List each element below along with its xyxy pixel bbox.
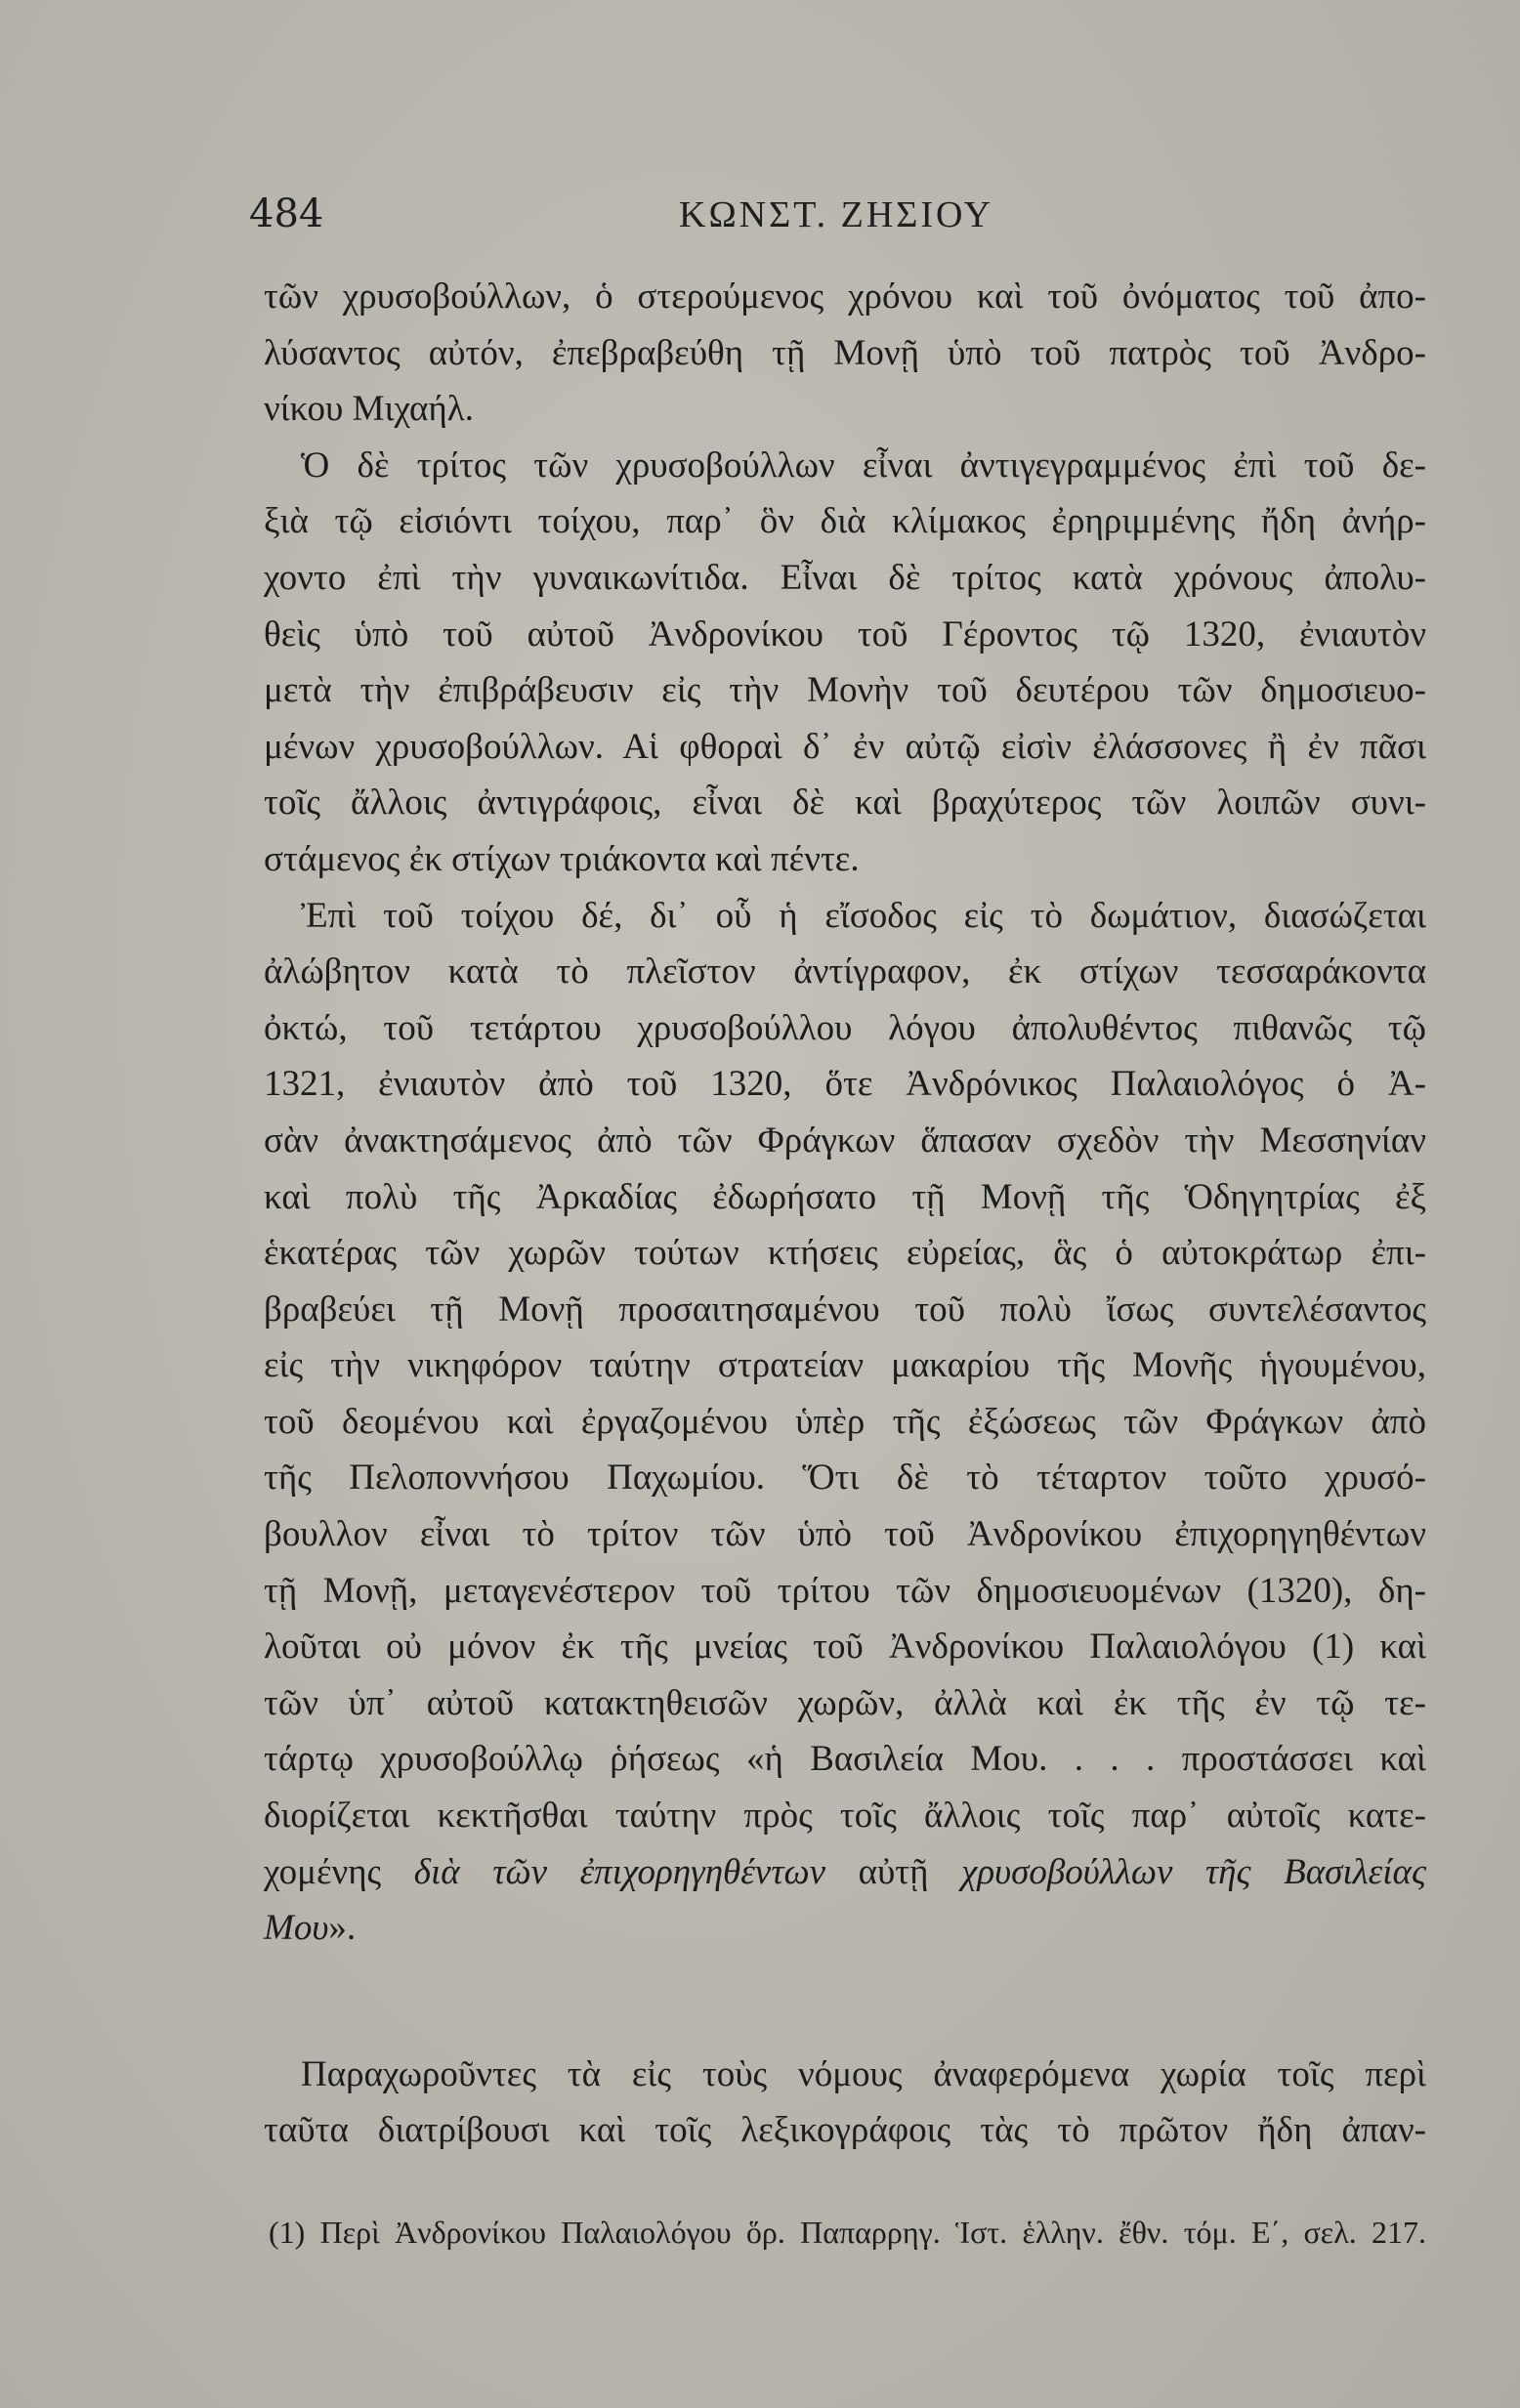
text-line: τῶν ὑπ᾽ αὐτοῦ κατακτηθεισῶν χωρῶν, ἀλλὰ καὶ ἐκ τῆς ἐν τῷ τε- xyxy=(264,1682,1426,1723)
text-line: σὰν ἀνακτησάμενος ἀπὸ τῶν Φράγκων ἅπασαν σχεδὸν τὴν Μεσσηνίαν xyxy=(264,1120,1426,1161)
text-line-italic xyxy=(264,1844,1426,1901)
section-gap xyxy=(264,1957,1426,2047)
footnote: (1) Περὶ Ἀνδρονίκου Παλαιολόγου ὅρ. Παπαρρηγ. Ἱστ. ἑλλην. ἔθν. τόμ. Ε΄, σελ. 217. xyxy=(269,2215,1426,2250)
text-line: ὀκτώ, τοῦ τετάρτου χρυσοβούλλου λόγου ἀπολυθέντος πιθανῶς τῷ xyxy=(264,1007,1426,1048)
text-line: ἀλώβητον κατὰ τὸ πλεῖστον ἀντίγραφον, ἐκ στίχων τεσσαράκοντα xyxy=(264,951,1426,993)
line-prefix: χομένης xyxy=(264,1851,414,1892)
text-line: τοῦ δεομένου καὶ ἐργαζομένου ὑπὲρ τῆς ἐξώσεως τῶν Φράγκων ἀπὸ xyxy=(264,1401,1426,1442)
text-line: χοντο ἐπὶ τὴν γυναικωνίτιδα. Εἶναι δὲ τρίτος κατὰ χρόνους ἀπολυ- xyxy=(264,557,1426,598)
text-line: ἑκατέρας τῶν χωρῶν τούτων κτήσεις εὐρείας, ἃς ὁ αὐτοκράτωρ ἐπι- xyxy=(264,1233,1426,1274)
italic-phrase: διὰ τῶν ἐπιχορηγηθέντων xyxy=(413,1851,826,1892)
text-line: ξιὰ τῷ εἰσιόντι τοίχου, παρ᾽ ὃν διὰ κλίμακος ἐρηριμμένης ἤδη ἀνήρ- xyxy=(264,501,1426,542)
line-middle: αὐτῇ xyxy=(825,1851,962,1892)
text-line: Παραχωροῦντες τὰ εἰς τοὺς νόμους ἀναφερόμενα χωρία τοῖς περὶ xyxy=(301,2053,1426,2094)
text-line-end xyxy=(264,1900,1426,1957)
text-line: διορίζεται κεκτῆσθαι ταύτην πρὸς τοῖς ἄλλοις τοῖς παρ᾽ αὐτοῖς κατε- xyxy=(264,1795,1426,1837)
text-line: τῆς Πελοποννήσου Παχωμίου. Ὅτι δὲ τὸ τέταρτον τοῦτο χρυσό- xyxy=(264,1457,1426,1499)
text-line: εἰς τὴν νικηφόρον ταύτην στρατείαν μακαρίου τῆς Μονῆς ἡγουμένου, xyxy=(264,1345,1426,1386)
text-line: θεὶς ὑπὸ τοῦ αὐτοῦ Ἀνδρονίκου τοῦ Γέροντος τῷ 1320, ἐνιαυτὸν xyxy=(264,613,1426,655)
page-number: 484 xyxy=(249,191,324,236)
text-line: Ἐπὶ τοῦ τοίχου δέ, δι᾽ οὗ ἡ εἴσοδος εἰς τὸ δωμάτιον, διασώζεται xyxy=(301,895,1426,936)
text-line: ταῦτα διατρίβουσι καὶ τοῖς λεξικογράφοις τὰς τὸ πρῶτον ἤδη ἀπαν- xyxy=(264,2110,1426,2151)
text-line: τάρτῳ χρυσοβούλλῳ ῥήσεως «ἡ Βασιλεία Μου. . . . προστάσσει καὶ xyxy=(264,1739,1426,1780)
text-line: λύσαντος αὐτόν, ἐπεβραβεύθη τῇ Μονῇ ὑπὸ τοῦ πατρὸς τοῦ Ἀνδρο- xyxy=(264,332,1426,373)
page-header xyxy=(249,191,1402,250)
text-line: τῇ Μονῇ, μεταγενέστερον τοῦ τρίτου τῶν δημοσιευομένων (1320), δη- xyxy=(264,1570,1426,1611)
text-line: τῶν χρυσοβούλλων, ὁ στερούμενος χρόνου καὶ τοῦ ὀνόματος τοῦ ἀπο- xyxy=(264,276,1426,317)
text-line: νίκου Μιχαήλ. xyxy=(264,389,474,430)
text-line: στάμενος ἐκ στίχων τριάκοντα καὶ πέντε. xyxy=(264,838,860,879)
text-line: μετὰ τὴν ἐπιβράβευσιν εἰς τὴν Μονὴν τοῦ δευτέρου τῶν δημοσιευο- xyxy=(264,670,1426,711)
text-line: μένων χρυσοβούλλων. Αἱ φθοραὶ δ᾽ ἐν αὐτῷ εἰσὶν ἐλάσσονες ἢ ἐν πᾶσι xyxy=(264,726,1426,767)
main-text xyxy=(264,269,1426,2159)
text-line: Ὁ δὲ τρίτος τῶν χρυσοβούλλων εἶναι ἀντιγεγραμμένος ἐπὶ τοῦ δε- xyxy=(301,444,1426,486)
text-line: τοῖς ἄλλοις ἀντιγράφοις, εἶναι δὲ καὶ βραχύτερος τῶν λοιπῶν συνι- xyxy=(264,782,1426,824)
text-line: βουλλον εἶναι τὸ τρίτον τῶν ὑπὸ τοῦ Ἀνδρονίκου ἐπιχορηγηθέντων xyxy=(264,1514,1426,1555)
text-line: καὶ πολὺ τῆς Ἀρκαδίας ἐδωρήσατο τῇ Μονῇ τῆς Ὁδηγητρίας ἐξ xyxy=(264,1176,1426,1217)
italic-end: Μου xyxy=(264,1908,329,1949)
text-line: 1321, ἐνιαυτὸν ἀπὸ τοῦ 1320, ὅτε Ἀνδρόνικος Παλαιολόγος ὁ Ἀ- xyxy=(264,1064,1426,1105)
text-line: βραβεύει τῇ Μονῇ προσαιτησαμένου τοῦ πολὺ ἴσως συντελέσαντος xyxy=(264,1288,1426,1330)
quote-close: ». xyxy=(328,1908,357,1949)
text-line: λοῦται οὐ μόνον ἐκ τῆς μνείας τοῦ Ἀνδρονίκου Παλαιολόγου (1) καὶ xyxy=(264,1626,1426,1668)
italic-phrase-2: χρυσοβούλλων τῆς Βασιλείας xyxy=(961,1851,1426,1892)
running-head: ΚΩΝΣΤ. ΖΗΣΙΟΥ xyxy=(679,194,994,235)
